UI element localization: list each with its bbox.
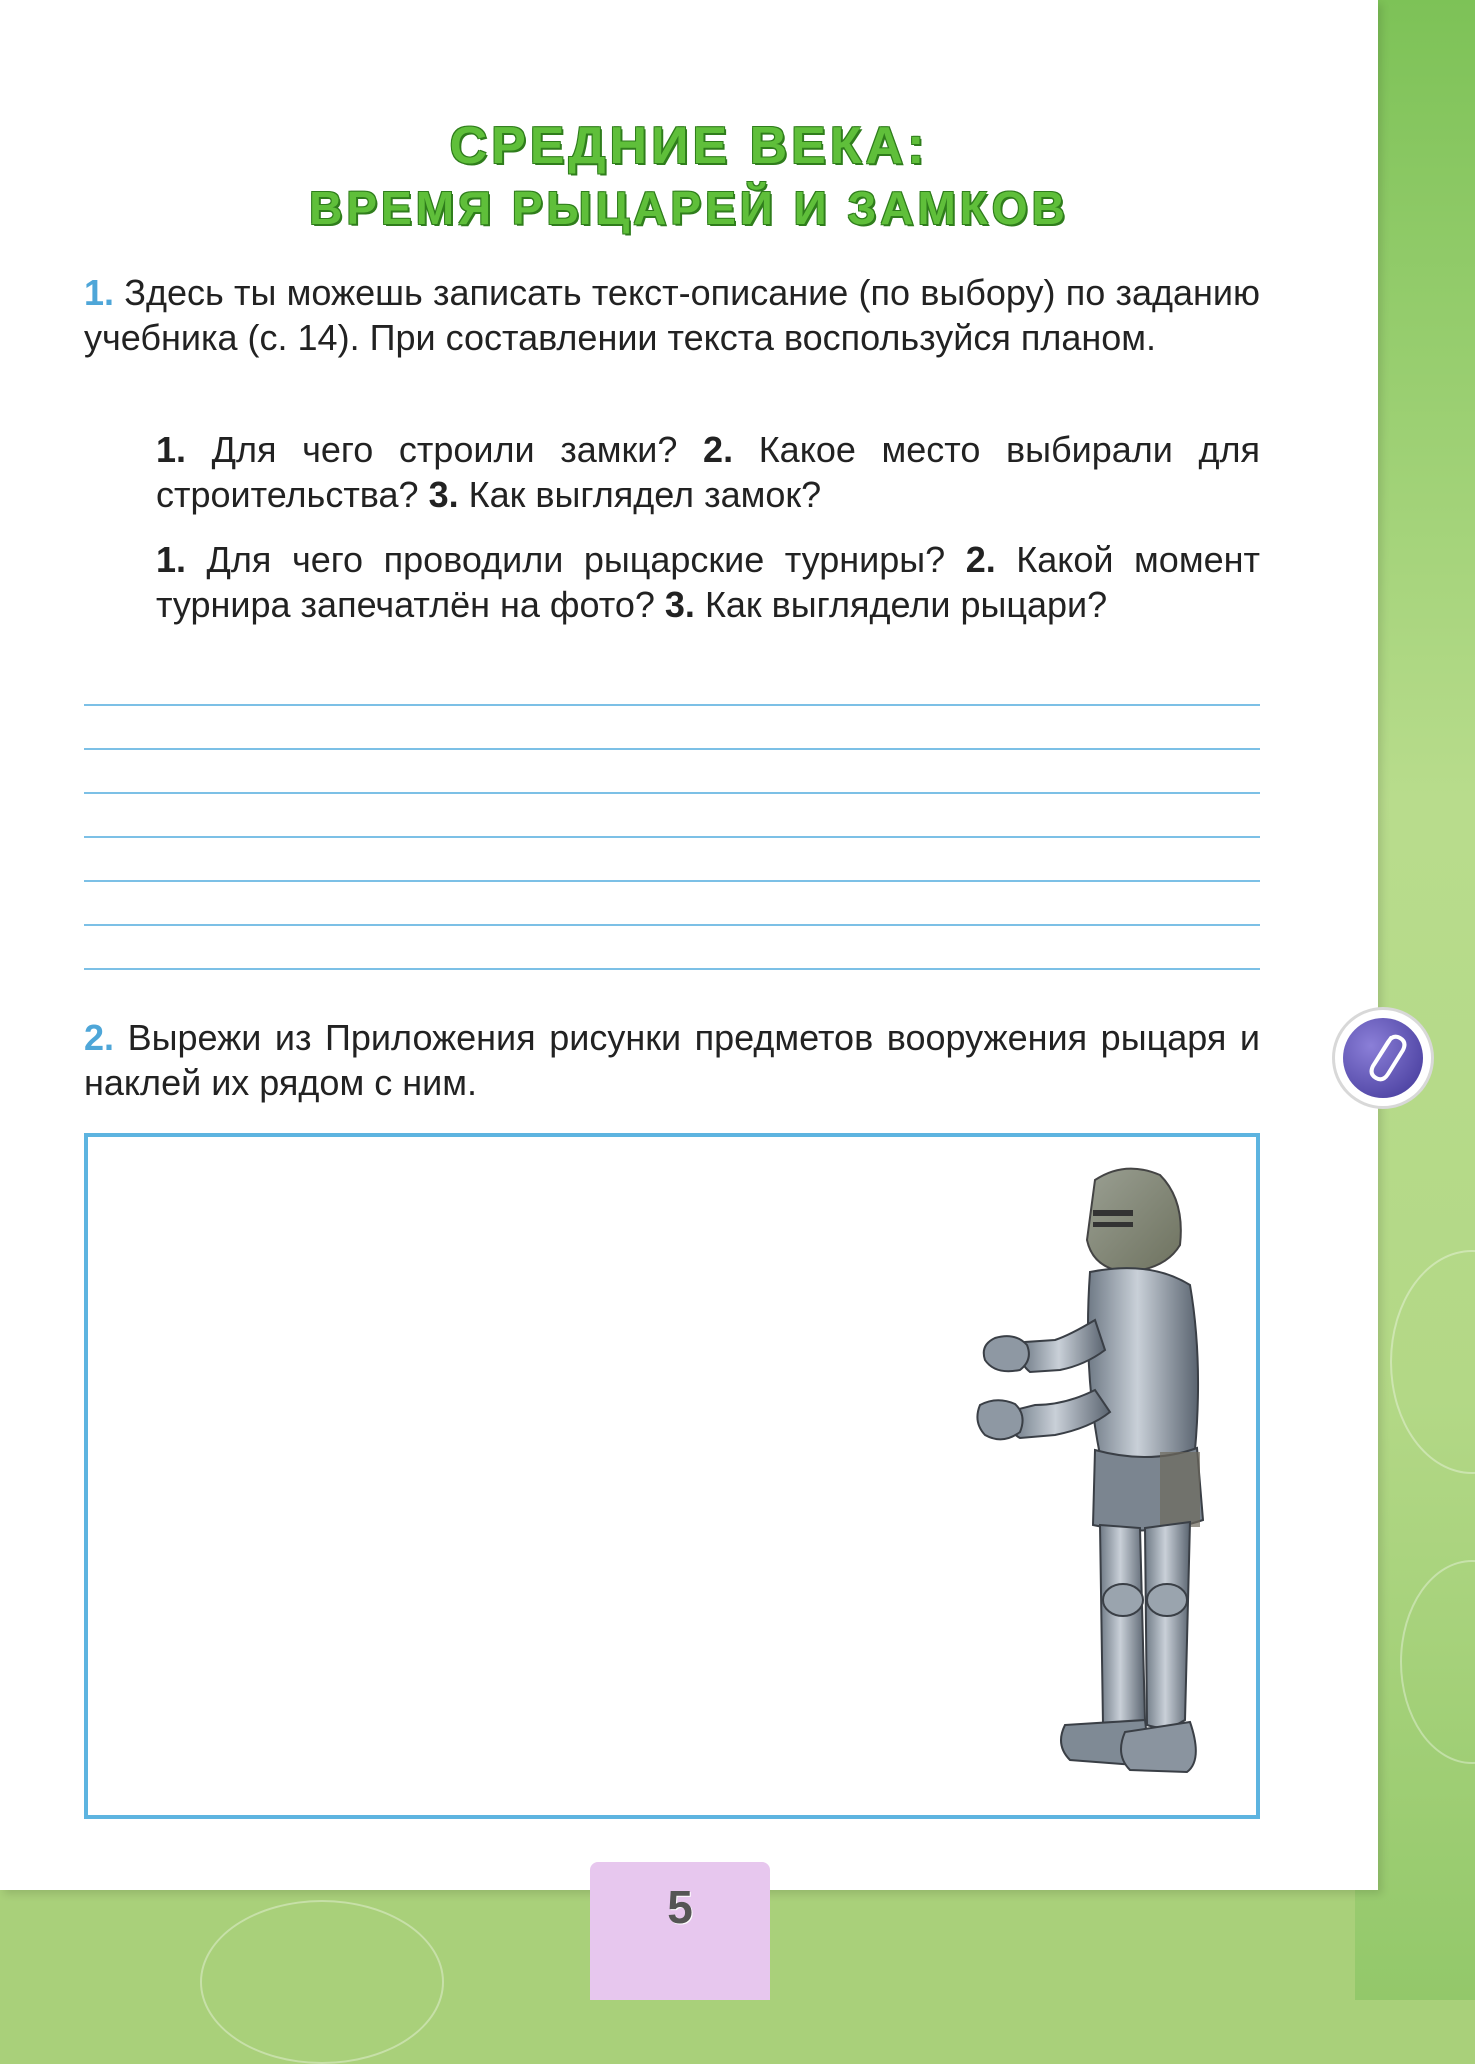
writing-line[interactable] <box>84 968 1260 970</box>
task-2-instruction <box>84 1015 1260 1105</box>
plan-item-number: 1. <box>156 539 187 580</box>
page-title <box>0 115 1378 239</box>
plan-item-text: Как выглядели рыцари? <box>704 584 1108 625</box>
plan-item-number: 3. <box>428 474 459 515</box>
task-2-number: 2. <box>84 1017 115 1058</box>
plan-item-text: Для чего строили замки? <box>211 429 678 470</box>
plan-castles <box>156 427 1260 517</box>
appendix-badge <box>1335 1010 1431 1106</box>
plan-item-number: 2. <box>965 539 996 580</box>
plan-item-text: Для чего проводили рыцарские турниры? <box>206 539 946 580</box>
task-1-number: 1. <box>84 272 115 313</box>
writing-line[interactable] <box>84 792 1260 794</box>
writing-line[interactable] <box>84 924 1260 926</box>
plan-item-text: Как выглядел замок? <box>468 474 822 515</box>
task-1-text: Здесь ты можешь записать текст-описание (по выбору) по заданию учебника (с. 14). При составлении текста воспользуйся планом. <box>84 272 1260 358</box>
task-2-text: Вырежи из Приложения рисунки предметов вооружения рыцаря и наклей их рядом с ним. <box>84 1017 1260 1103</box>
plan-tournaments <box>156 537 1260 627</box>
page-title-line1: СРЕДНИЕ ВЕКА: <box>449 117 929 175</box>
plan-item-number: 2. <box>703 429 734 470</box>
plan-item-text: Какое место выбирали для строительства? <box>156 429 1260 515</box>
task-1-instruction <box>84 270 1260 360</box>
writing-line[interactable] <box>84 836 1260 838</box>
page-number: 5 <box>667 1881 693 1933</box>
plan-item-text: Какой момент турнира запечатлён на фото? <box>156 539 1260 625</box>
writing-line[interactable] <box>84 704 1260 706</box>
writing-line[interactable] <box>84 748 1260 750</box>
writing-line[interactable] <box>84 880 1260 882</box>
plan-item-number: 1. <box>156 429 187 470</box>
knight-illustration <box>975 1160 1235 1800</box>
plan-item-number: 3. <box>664 584 695 625</box>
page-title-line2: ВРЕМЯ РЫЦАРЕЙ И ЗАМКОВ <box>309 182 1069 234</box>
background-leaf-pattern <box>200 1900 444 2064</box>
paperclip-icon <box>1343 1018 1423 1098</box>
